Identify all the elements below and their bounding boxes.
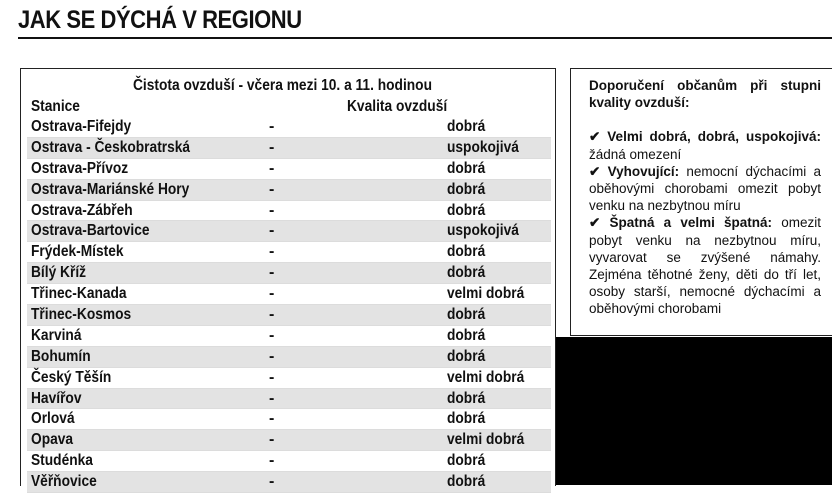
table-row — [27, 201, 551, 222]
dash-separator: - — [269, 389, 275, 407]
dash-separator: - — [269, 138, 275, 156]
station-name: Český Těšín — [31, 368, 112, 386]
dash-separator: - — [269, 159, 275, 177]
table-row — [27, 368, 551, 389]
dash-separator: - — [269, 326, 275, 344]
station-name: Ostrava-Mariánské Hory — [31, 180, 190, 198]
quality-value: velmi dobrá — [447, 431, 525, 449]
check-icon: ✔ — [589, 129, 608, 145]
advice-item-text: omezit pobyt venku na nezbytnou míru, vyvarovat se zvýšené námahy. Zejména těhotné ženy, děti do tří let, osoby starší, nemocné dýchacími a oběhovými chorobami — [589, 215, 821, 317]
table-row — [27, 347, 551, 368]
dash-separator: - — [269, 306, 275, 324]
check-icon: ✔ — [589, 215, 610, 231]
check-icon: ✔ — [589, 163, 608, 179]
column-header-quality: Kvalita ovzduší — [347, 98, 448, 115]
station-name: Ostrava-Bartovice — [31, 222, 150, 240]
table-caption: Čistota ovzduší - včera mezi 10. a 11. hodinou — [133, 77, 432, 94]
quality-value: dobrá — [447, 159, 486, 177]
station-name: Studénka — [31, 452, 93, 470]
table-row — [27, 430, 551, 451]
advice-item-text: žádná omezení — [589, 146, 682, 162]
advice-item-label: Špatná a velmi špatná: — [609, 215, 782, 231]
table-row — [27, 159, 551, 180]
redaction-block — [556, 337, 832, 485]
quality-value: uspokojivá — [447, 138, 519, 156]
station-name: Ostrava-Fifejdy — [31, 118, 132, 135]
quality-value: dobrá — [447, 389, 486, 407]
table-row — [27, 326, 551, 347]
quality-value: dobrá — [447, 473, 486, 491]
table-row — [27, 305, 551, 326]
table-row — [27, 180, 551, 201]
dash-separator: - — [269, 452, 275, 470]
station-name: Karviná — [31, 326, 82, 344]
table-rows — [27, 117, 551, 493]
table-row — [27, 242, 551, 263]
quality-value: dobrá — [447, 118, 486, 135]
headline-rule — [18, 37, 832, 39]
quality-value: dobrá — [447, 306, 486, 324]
table-row — [27, 284, 551, 305]
dash-separator: - — [269, 368, 275, 386]
dash-separator: - — [269, 243, 275, 261]
station-name: Bílý Kříž — [31, 264, 87, 282]
station-name: Ostrava - Českobratrská — [31, 138, 191, 156]
advice-item-acceptable — [589, 163, 821, 215]
advice-title: Doporučení občanům při stupni kvality ovzduší: — [589, 78, 821, 111]
dash-separator: - — [269, 264, 275, 282]
column-header-station: Stanice — [31, 98, 80, 115]
advice-content — [589, 77, 821, 318]
advice-item-good — [589, 128, 821, 162]
quality-value: velmi dobrá — [447, 285, 525, 303]
quality-value: uspokojivá — [447, 222, 519, 240]
station-name: Věřňovice — [31, 473, 97, 491]
quality-value: dobrá — [447, 264, 486, 282]
dash-separator: - — [269, 285, 275, 303]
quality-value: dobrá — [447, 201, 486, 219]
quality-value: dobrá — [447, 452, 486, 470]
dash-separator: - — [269, 410, 275, 428]
quality-value: dobrá — [447, 180, 486, 198]
dash-separator: - — [269, 180, 275, 198]
dash-separator: - — [269, 431, 275, 449]
table-row — [27, 138, 551, 159]
station-name: Frýdek-Místek — [31, 243, 124, 261]
station-name: Orlová — [31, 410, 75, 428]
air-quality-table — [20, 68, 556, 491]
dash-separator: - — [269, 118, 275, 135]
station-name: Ostrava-Přívoz — [31, 159, 129, 177]
table-row — [27, 117, 551, 138]
advice-box — [570, 68, 832, 336]
quality-value: dobrá — [447, 326, 486, 344]
table-row — [27, 409, 551, 430]
station-name: Opava — [31, 431, 74, 449]
page-headline: JAK SE DÝCHÁ V REGIONU — [18, 6, 302, 34]
table-row — [27, 451, 551, 472]
quality-value: dobrá — [447, 347, 486, 365]
advice-item-text: nemocní dýchacími a oběhovými chorobami omezit pobyt venku na nezbytnou míru — [589, 163, 822, 214]
quality-value: velmi dobrá — [447, 368, 525, 386]
table-row — [27, 263, 551, 284]
station-name: Třinec-Kanada — [31, 285, 127, 303]
dash-separator: - — [269, 222, 275, 240]
station-name: Havířov — [31, 389, 82, 407]
table-row — [27, 472, 551, 493]
station-name: Ostrava-Zábřeh — [31, 201, 133, 219]
quality-value: dobrá — [447, 243, 486, 261]
quality-value: dobrá — [447, 410, 486, 428]
advice-item-bad — [589, 214, 821, 317]
dash-separator: - — [269, 347, 275, 365]
advice-item-label: Velmi dobrá, dobrá, uspokojivá: — [607, 129, 822, 145]
dash-separator: - — [269, 473, 275, 491]
station-name: Třinec-Kosmos — [31, 306, 132, 324]
advice-item-label: Vyhovující: — [607, 163, 687, 179]
station-name: Bohumín — [31, 347, 91, 365]
table-row — [27, 389, 551, 410]
table-row — [27, 221, 551, 242]
dash-separator: - — [269, 201, 275, 219]
